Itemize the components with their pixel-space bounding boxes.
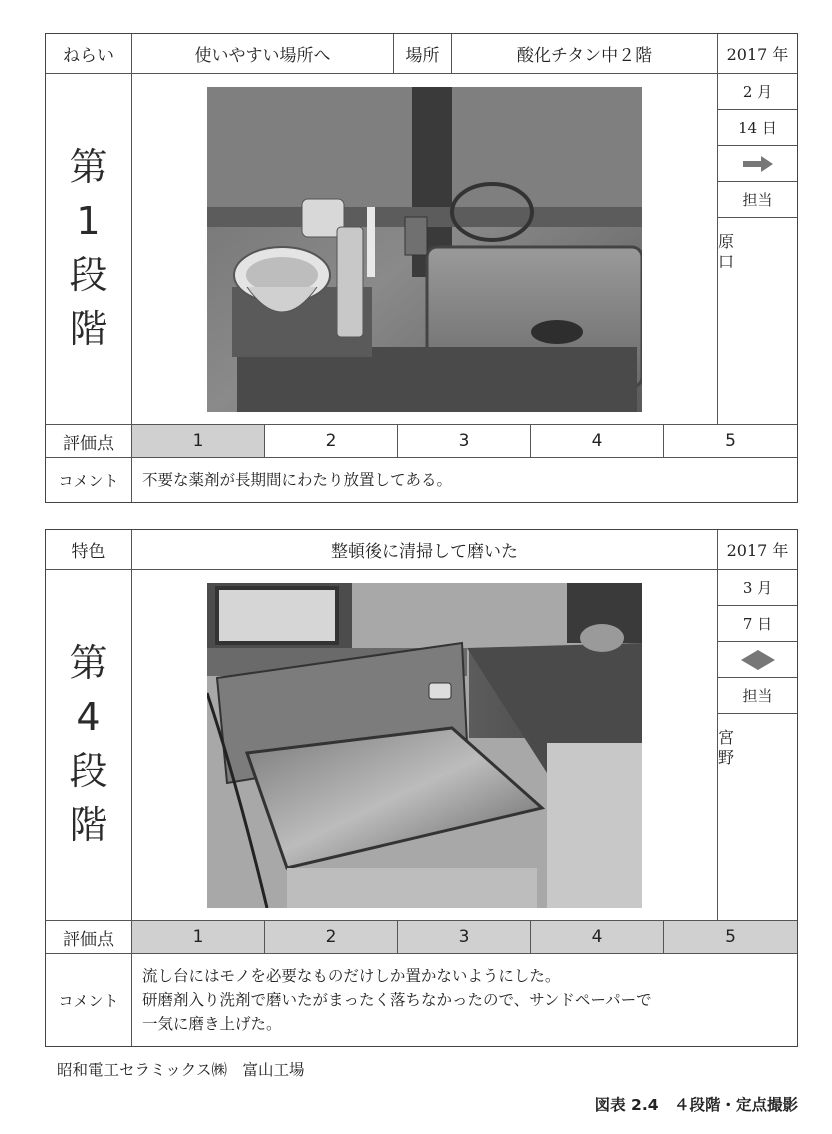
score-row <box>46 425 797 458</box>
stage-char: 階 <box>69 802 108 847</box>
comment-row <box>46 954 797 1046</box>
schedule-column <box>718 570 797 920</box>
person-name-char: 原 <box>718 232 735 251</box>
schedule-column <box>718 74 797 424</box>
comment-line: 不要な薬剤が長期間にわたり放置してある。 <box>142 470 453 489</box>
photo-frame <box>132 74 718 424</box>
stage-char: 段 <box>69 253 108 297</box>
score-label: 評価点 <box>46 425 132 457</box>
aim-value: 使いやすい場所へ <box>132 34 394 73</box>
comment-label: コメント <box>46 458 132 502</box>
evaluation-card-stage-1 <box>45 33 798 503</box>
score-cell-5: 5 <box>664 921 797 953</box>
person-label: 担当 <box>718 182 797 218</box>
person-name-char: 野 <box>718 748 735 767</box>
year: 2017 年 <box>726 541 789 560</box>
stage-char: 段 <box>69 749 108 793</box>
stage-char: 1 <box>76 199 101 244</box>
aim-label: ねらい <box>46 34 132 73</box>
place-value: 酸化チタン中２階 <box>452 34 718 73</box>
feature-label: 特色 <box>46 530 132 569</box>
figure-caption: 図表 2.4 ４段階・定点撮影 <box>594 1096 798 1114</box>
evaluation-card-stage-4 <box>45 529 798 1047</box>
person-label: 担当 <box>718 678 797 714</box>
score-cell-4: 4 <box>531 921 664 953</box>
stage-char: 階 <box>69 306 108 351</box>
stage-char: 4 <box>76 695 101 740</box>
sink-photo-after <box>207 583 642 908</box>
person-name-char: 宮 <box>718 728 735 747</box>
score-cell-2: 2 <box>265 425 398 457</box>
feature-value: 整頓後に清掃して磨いた <box>132 530 718 569</box>
progress-marker <box>718 642 797 678</box>
photo-frame <box>132 570 718 920</box>
sink-photo-before <box>207 87 642 412</box>
stage-number <box>46 74 132 424</box>
score-row <box>46 921 797 954</box>
arrow-right-icon <box>741 154 775 174</box>
stage-char: 第 <box>69 145 108 190</box>
person-name <box>718 218 797 424</box>
day: 14 日 <box>718 110 797 146</box>
score-cell-2: 2 <box>265 921 398 953</box>
comment-row <box>46 458 797 502</box>
comment-line: 流し台にはモノを必要なものだけしか置かないようにした。 <box>142 966 561 985</box>
year: 2017 年 <box>726 45 789 64</box>
score-cell-1: 1 <box>132 425 265 457</box>
stage-char: 第 <box>69 641 108 686</box>
score-cell-3: 3 <box>398 425 531 457</box>
score-cell-5: 5 <box>725 431 736 451</box>
month: 3 月 <box>718 570 797 606</box>
comment-line: 一気に磨き上げた。 <box>142 1015 282 1033</box>
place-label: 場所 <box>394 34 452 73</box>
progress-marker <box>718 146 797 182</box>
score-cell-1: 1 <box>132 921 265 953</box>
person-name-char: 口 <box>718 252 735 271</box>
score-cell-3: 3 <box>398 921 531 953</box>
stage-number <box>46 570 132 920</box>
diamond-icon <box>740 649 776 671</box>
person-name <box>718 714 797 920</box>
score-cell-4: 4 <box>531 425 664 457</box>
month: 2 月 <box>718 74 797 110</box>
comment-line: 研磨剤入り洗剤で磨いたがまったく落ちなかったので、サンドペーパーで <box>142 990 652 1009</box>
day: 7 日 <box>718 606 797 642</box>
comment-text <box>132 954 797 1046</box>
score-label: 評価点 <box>46 921 132 953</box>
comment-label: コメント <box>46 954 132 1046</box>
company-name: 昭和電工セラミックス㈱ 富山工場 <box>57 1061 305 1079</box>
comment-text <box>132 458 797 502</box>
